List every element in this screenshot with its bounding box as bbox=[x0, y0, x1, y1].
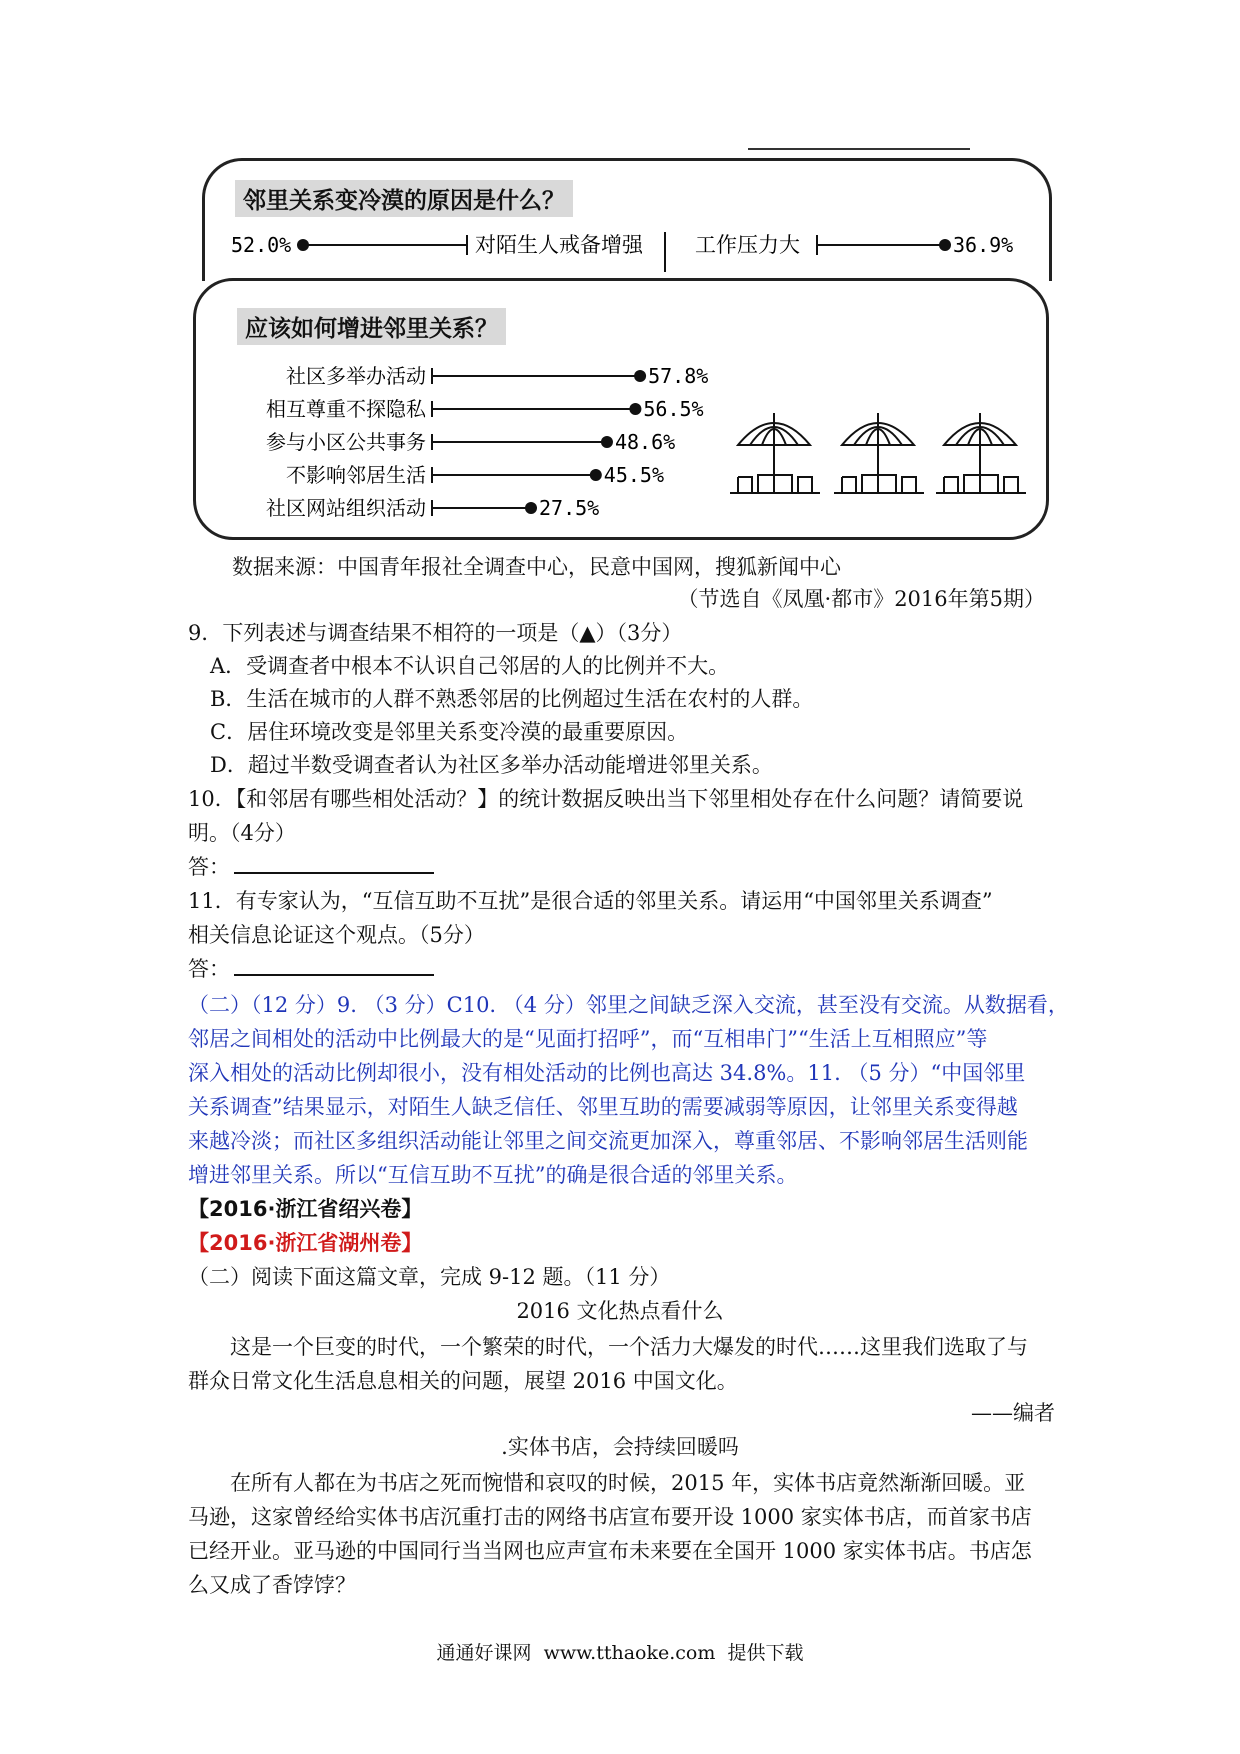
reading-body-line: 已经开业。亚马逊的中国同行当当网也应声宣布未来要在全国开 1000 家实体书店。书店怎 bbox=[188, 1539, 1032, 1563]
umbrella-tables-illustration bbox=[730, 405, 1040, 505]
editor-note-line: 群众日常文化生活息息相关的问题，展望 2016 中国文化。 bbox=[188, 1369, 738, 1393]
q9-option-b: B．生活在城市的人群不熟悉邻居的比例超过生活在农村的人群。 bbox=[210, 687, 814, 711]
q10-line1: 10．【和邻居有哪些相处活动？】的统计数据反映出当下邻里相处存在什么问题？请简要说 bbox=[188, 787, 1024, 811]
reading-body bbox=[188, 1466, 1056, 1602]
improve-bar-dot bbox=[601, 436, 613, 448]
reading-body-line: 马逊，这家曾经给实体书店沉重打击的网络书店宣布要开设 1000 家实体书店，而首家书店 bbox=[188, 1505, 1032, 1529]
answer-line: 深入相处的活动比例却很小，没有相处活动的比例也高达 34.8%。11. （5 分）“中国邻里 bbox=[188, 1061, 1026, 1085]
q9-option-d: D．超过半数受调查者认为社区多举办活动能增进邻里关系。 bbox=[210, 753, 773, 777]
improve-bar-dot bbox=[634, 370, 646, 382]
reading-intro: （二）阅读下面这篇文章，完成 9-12 题。（11 分） bbox=[188, 1265, 671, 1289]
improve-value-label: 57.8% bbox=[648, 364, 709, 388]
reading-title: 2016 文化热点看什么 bbox=[516, 1299, 724, 1323]
improve-value-label: 45.5% bbox=[603, 463, 665, 487]
improve-category-label: 社区多举办活动 bbox=[286, 364, 426, 388]
q11-answer bbox=[188, 954, 434, 984]
q11-answer-line bbox=[234, 956, 434, 976]
reading-body-line: 么又成了香饽饽？ bbox=[188, 1573, 356, 1597]
q10-answer-line bbox=[234, 854, 434, 874]
reasons-chart bbox=[205, 222, 1045, 272]
q9-stem: 9．下列表述与调查结果不相符的一项是（▲）（3分） bbox=[188, 621, 683, 645]
top-rule bbox=[748, 148, 970, 150]
heading-huzhou: 【2016·浙江省湖州卷】 bbox=[188, 1231, 423, 1255]
answer-line: 邻居之间相处的活动中比例最大的是“见面打招呼”，而“互相串门”“生活上互相照应”等 bbox=[188, 1027, 988, 1051]
q9-option-a: A．受调查者中根本不认识自己邻居的人的比例并不大。 bbox=[210, 654, 730, 678]
reasons-left-label: 对陌生人戒备增强 bbox=[475, 233, 643, 257]
editor-sign: ——编者 bbox=[971, 1401, 1055, 1425]
reasons-right-dot bbox=[939, 239, 951, 251]
answer-key bbox=[188, 988, 1069, 1192]
reasons-right-label: 工作压力大 bbox=[695, 233, 800, 257]
editor-note-line: 这是一个巨变的时代，一个繁荣的时代，一个活力大爆发的时代……这里我们选取了与 bbox=[230, 1335, 1028, 1359]
answer-line: （二）（12 分）9. （3 分）C10. （4 分）邻里之间缺乏深入交流，甚至没有交流。从数据看， bbox=[188, 993, 1069, 1017]
answer-line: 增进邻里关系。所以“互信互助不互扰”的确是很合适的邻里关系。 bbox=[188, 1163, 798, 1187]
improve-bar-dot bbox=[629, 403, 641, 415]
survey-box-reasons-title: 邻里关系变冷漠的原因是什么？ bbox=[235, 180, 573, 217]
improve-category-label: 相互尊重不探隐私 bbox=[266, 397, 426, 421]
improve-category-label: 不影响邻居生活 bbox=[286, 463, 426, 487]
improve-value-label: 56.5% bbox=[643, 397, 704, 421]
improve-value-label: 48.6% bbox=[614, 430, 676, 454]
improve-bar-dot bbox=[590, 469, 602, 481]
reading-body-line: 在所有人都在为书店之死而惋惜和哀叹的时候，2015 年，实体书店竟然渐渐回暖。亚 bbox=[230, 1471, 1026, 1495]
improve-bar-dot bbox=[525, 502, 537, 514]
survey-box-improve-title: 应该如何增进邻里关系？ bbox=[237, 308, 506, 345]
improve-category-label: 社区网站组织活动 bbox=[266, 496, 426, 520]
q10-answer-label: 答： bbox=[188, 855, 230, 879]
heading-shaoxing: 【2016·浙江省绍兴卷】 bbox=[188, 1197, 423, 1221]
answer-line: 来越冷淡；而社区多组织活动能让邻里之间交流更加深入，尊重邻居、不影响邻居生活则能 bbox=[188, 1129, 1028, 1153]
editor-note bbox=[188, 1330, 1056, 1398]
reasons-right-value: 36.9% bbox=[953, 233, 1014, 257]
q9-option-c: C．居住环境改变是邻里关系变冷漠的最重要原因。 bbox=[210, 720, 689, 744]
q10-answer bbox=[188, 852, 434, 882]
reading-subtitle: .实体书店，会持续回暖吗 bbox=[501, 1435, 739, 1459]
reasons-left-value: 52.0% bbox=[231, 233, 292, 257]
improve-chart bbox=[240, 358, 720, 528]
excerpt-note: （节选自《凤凰·都市》2016年第5期） bbox=[677, 587, 1045, 611]
q11-line1: 11．有专家认为，“互信互助不互扰”是很合适的邻里关系。请运用“中国邻里关系调查” bbox=[188, 889, 993, 913]
q10-line2: 明。（4分） bbox=[188, 821, 296, 845]
page-footer: 通通好课网 www.tthaoke.com 提供下载 bbox=[436, 1642, 804, 1664]
q11-answer-label: 答： bbox=[188, 957, 230, 981]
data-source: 数据来源：中国青年报社全调查中心，民意中国网，搜狐新闻中心 bbox=[232, 555, 841, 579]
q11-line2: 相关信息论证这个观点。（5分） bbox=[188, 923, 485, 947]
improve-value-label: 27.5% bbox=[539, 496, 600, 520]
improve-category-label: 参与小区公共事务 bbox=[266, 430, 426, 454]
answer-line: 关系调查”结果显示，对陌生人缺乏信任、邻里互助的需要减弱等原因，让邻里关系变得越 bbox=[188, 1095, 1018, 1119]
